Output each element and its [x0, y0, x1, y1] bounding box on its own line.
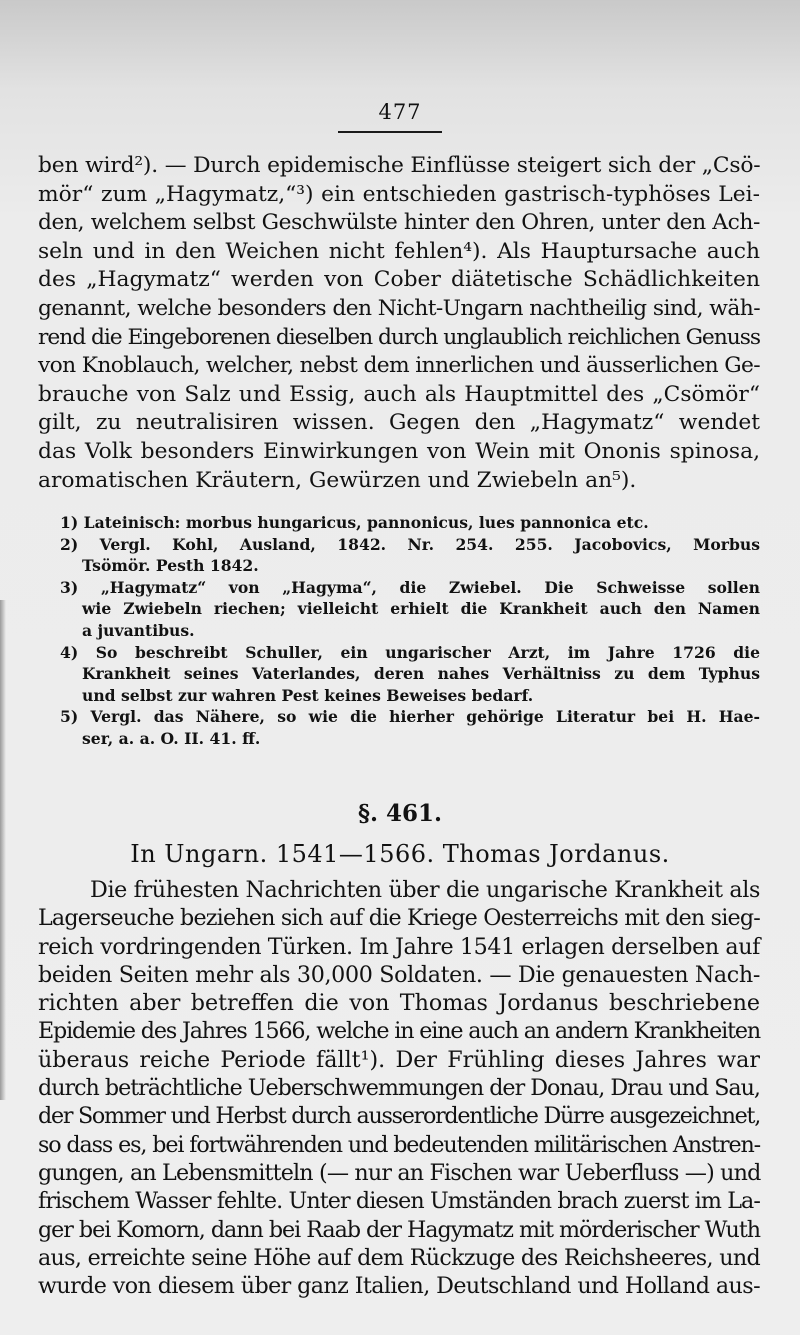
paragraph-continued: [38, 152, 760, 495]
text-line: aus, erreichte seine Höhe auf dem Rückzuge des Reichsheeres, und: [38, 1244, 760, 1271]
text-line: frischem Wasser fehlte. Unter diesen Umständen brach zuerst im La-: [38, 1188, 760, 1215]
footnote-1: [60, 512, 760, 534]
text-line: durch beträchtliche Ueberschwemmungen der Donau, Drau und Sau,: [38, 1075, 760, 1102]
footnote-line: 4) So beschreibt Schuller, ein ungarischer Arzt, im Jahre 1726 die: [60, 642, 760, 662]
text-line: reich vordringenden Türken. Im Jahre 1541 erlagen derselben auf: [38, 933, 760, 960]
footnote-line: 5) Vergl. das Nähere, so wie die hierher gehörige Literatur bei H. Hae-: [60, 707, 760, 727]
text-line: seln und in den Weichen nicht fehlen⁴). Als Hauptursache auch: [38, 238, 760, 264]
footnote-line: wie Zwiebeln riechen; vielleicht erhielt die Krankheit auch den Namen: [82, 599, 760, 619]
text-line: richten aber betreffen die von Thomas Jordanus beschriebene: [38, 990, 760, 1017]
text-line: des „Hagymatz“ werden von Cober diätetische Schädlichkeiten: [38, 267, 760, 293]
text-line: brauche von Salz und Essig, auch als Hauptmittel des „Csömör“: [38, 381, 760, 407]
text-line: genannt, welche besonders den Nicht-Ungarn nachtheilig sind, wäh-: [38, 295, 760, 321]
footnote-line: 3) „Hagymatz“ von „Hagyma“, die Zwiebel. Die Schweisse sollen: [60, 577, 760, 597]
text-line: der Sommer und Herbst durch ausserordentliche Dürre ausgezeichnet,: [38, 1103, 760, 1130]
text-line: das Volk besonders Einwirkungen von Wein mit Ononis spinosa,: [38, 438, 760, 464]
page-number-rule: [338, 131, 442, 133]
footnote-line: a juvantibus.: [82, 620, 195, 640]
footnote-4: [60, 642, 760, 707]
text-line: wurde von diesem über ganz Italien, Deutschland und Holland aus-: [38, 1273, 760, 1300]
section-heading: In Ungarn. 1541—1566. Thomas Jordanus.: [130, 840, 670, 868]
footnote-line: 2) Vergl. Kohl, Ausland, 1842. Nr. 254. 255. Jacobovics, Morbus: [60, 534, 760, 554]
text-line: mör“ zum „Hagymatz,“³) ein entschieden gastrisch-typhöses Lei-: [38, 181, 760, 207]
page-number: 477: [378, 100, 422, 124]
footnote-line: ser, a. a. O. II. 41. ff.: [82, 728, 261, 748]
text-line: ger bei Komorn, dann bei Raab der Hagymatz mit mörderischer Wuth: [38, 1216, 760, 1243]
text-line: den, welchem selbst Geschwülste hinter den Ohren, unter den Ach-: [38, 210, 760, 236]
text-line: rend die Eingeborenen dieselben durch unglaublich reichlichen Genuss: [38, 324, 760, 350]
paragraph-section-461: [38, 876, 760, 1300]
text-line: beiden Seiten mehr als 30,000 Soldaten. — Die genauesten Nach-: [38, 961, 760, 988]
footnote-line: 1) Lateinisch: morbus hungaricus, pannonicus, lues pannonica etc.: [60, 513, 649, 532]
text-line: gilt, zu neutralisiren wissen. Gegen den „Hagymatz“ wendet: [38, 410, 760, 436]
footnote-2: [60, 534, 760, 577]
section-number: §. 461.: [357, 800, 443, 827]
text-line: Epidemie des Jahres 1566, welche in eine auch an andern Krankheiten: [38, 1018, 760, 1045]
footnotes: [60, 512, 760, 750]
text-line: aromatischen Kräutern, Gewürzen und Zwiebeln an⁵).: [38, 467, 637, 493]
footnote-line: Tsömör. Pesth 1842.: [82, 556, 259, 576]
text-line: von Knoblauch, welcher, nebst dem innerlichen und äusserlichen Ge-: [38, 353, 760, 379]
footnote-3: [60, 577, 760, 642]
text-line: Die frühesten Nachrichten über die ungarische Krankheit als: [90, 877, 760, 903]
text-line: so dass es, bei fortwährenden und bedeutenden militärischen Anstren-: [38, 1131, 760, 1158]
footnote-5: [60, 706, 760, 749]
footnote-line: Krankheit seines Vaterlandes, deren nahes Verhältniss zu dem Typhus: [82, 664, 760, 684]
text-line: ben wird²). — Durch epidemische Einflüsse steigert sich der „Csö-: [38, 153, 761, 178]
footnote-line: und selbst zur wahren Pest keines Beweises bedarf.: [82, 685, 534, 705]
text-line: gungen, an Lebensmitteln (— nur an Fischen war Ueberfluss —) und: [38, 1159, 761, 1186]
text-line: überaus reiche Periode fällt¹). Der Frühling dieses Jahres war: [38, 1046, 760, 1073]
text-line: Lagerseuche beziehen sich auf die Kriege Oesterreichs mit den sieg-: [38, 905, 760, 932]
